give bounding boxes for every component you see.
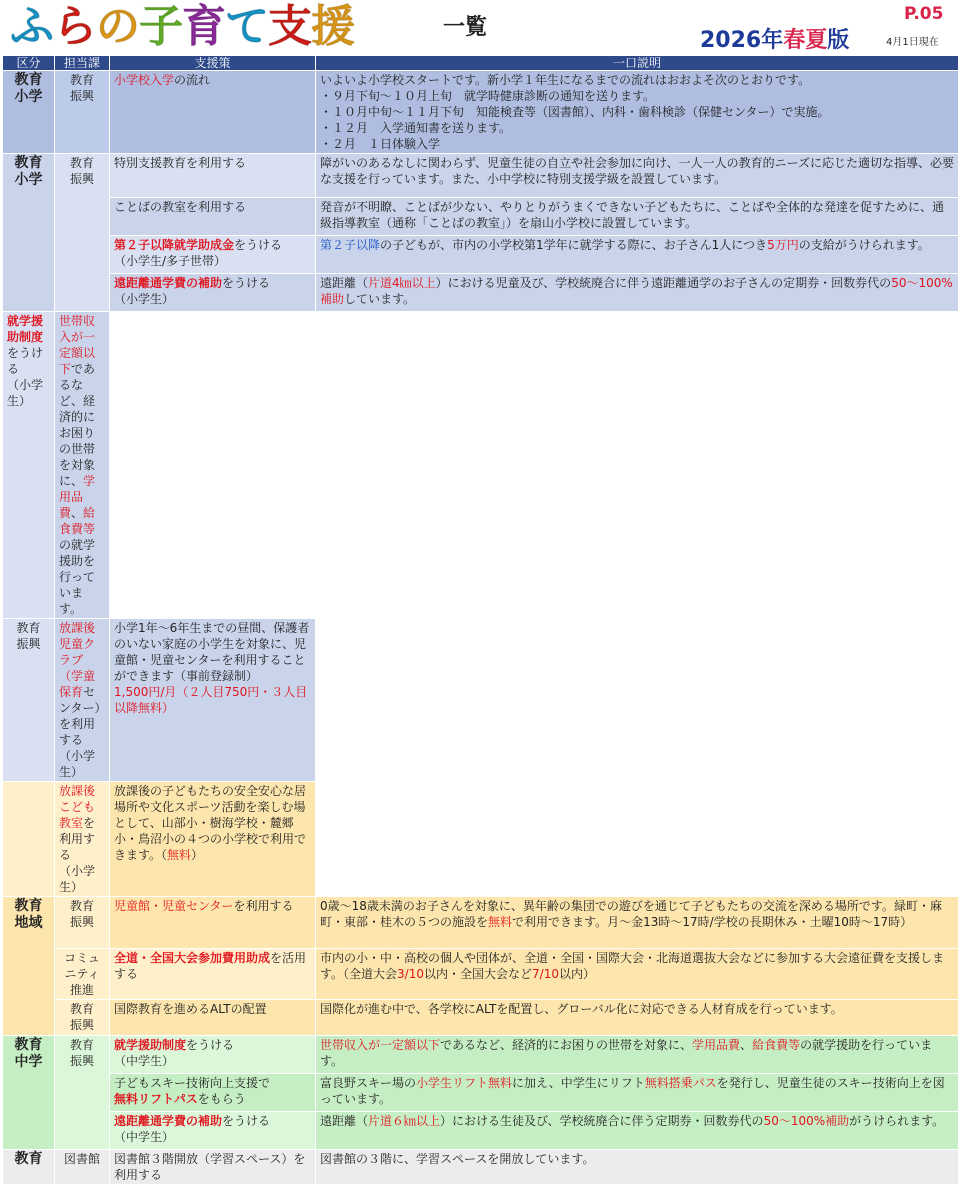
measure-cell — [110, 1150, 316, 1185]
description-cell — [316, 1000, 959, 1036]
edition-season: 春夏 — [783, 28, 828, 53]
text-segment: ・２月 １日体験入学 — [320, 137, 441, 151]
text-segment: 図書館の３階に、学習スペースを開放しています。 — [320, 1152, 595, 1166]
text-segment: 特別支援教育を利用する — [114, 156, 247, 170]
table-row — [3, 897, 959, 949]
text-segment: を発行し、児童生徒のスキー技術向上を図っています。 — [320, 1076, 945, 1106]
text-segment: をうける — [234, 238, 283, 252]
table-row — [3, 949, 959, 1000]
text-segment: を利用する — [233, 899, 294, 913]
category-cell: 教育 小学 — [3, 154, 55, 312]
table-row — [3, 1036, 959, 1074]
category-cell: 教育 地域 — [3, 897, 55, 1036]
text-segment: をもらう — [197, 1092, 246, 1106]
title-char: の — [96, 1, 139, 52]
page-number: P.05 — [904, 4, 944, 24]
measure-cell — [110, 1036, 316, 1074]
highlight-text: 放課後児童クラブ — [59, 621, 96, 667]
category-cell: 教育 — [3, 1150, 55, 1185]
table-header-row — [3, 56, 959, 71]
highlight-text: 7/10 — [532, 967, 559, 981]
description-cell — [316, 1074, 959, 1112]
text-segment: 子どもスキー技術向上支援で — [114, 1076, 271, 1090]
department-cell: 教育 振興 — [3, 619, 55, 782]
description-cell — [316, 1112, 959, 1150]
text-segment: ・１０月中旬～１１月下旬 知能検査等（図書館）、内科・歯科検診（保健センター）で実施。 — [320, 105, 830, 119]
measure-cell — [3, 312, 55, 619]
title-char: ふ — [10, 1, 53, 52]
measure-cell — [110, 1112, 316, 1150]
highlight-text: 児童館・児童センター — [114, 899, 234, 913]
text-segment: 0歳～18歳未満のお子さんを対象に、異年齢の集団での遊びを通じて子どもたちの交流を深める場所です。緑町・麻町・東部・桂木の５つの施設を — [320, 899, 942, 929]
text-segment: であるなど、経済的にお困りの世帯を対象に、 — [59, 362, 96, 488]
category-cell: 教育 中学 — [3, 1036, 55, 1150]
highlight-text: 1,500円/月（２人目750円・３人目以降無料） — [114, 685, 308, 715]
text-segment: をうける — [7, 346, 44, 376]
highlight-text: 50～100%補助 — [320, 276, 953, 306]
highlight-text: 3/10 — [397, 967, 424, 981]
title-char: ら — [53, 1, 96, 52]
text-segment: を利用する — [59, 816, 96, 862]
measure-cell — [55, 619, 110, 782]
highlight-text: 給食費等 — [59, 506, 96, 536]
text-segment: 図書館３階開放（学習スペース）を利用する — [114, 1152, 306, 1182]
description-cell — [316, 1036, 959, 1074]
text-segment: ・９月下旬～１０月上旬 就学時健康診断の通知を送ります。 — [320, 89, 656, 103]
department-cell: 教育 振興 — [55, 897, 110, 949]
highlight-text: 就学援助制度 — [7, 314, 44, 344]
department-cell: 図書館 — [55, 1150, 110, 1185]
text-segment: （中学生） — [114, 1054, 175, 1068]
text-segment: ） — [191, 848, 204, 862]
measure-cell — [110, 949, 316, 1000]
text-segment: （小学生/多子世帯） — [114, 254, 227, 268]
text-segment: 以内・全国大会など — [424, 967, 533, 981]
text-segment: （小学生） — [7, 378, 44, 408]
table-row — [3, 1074, 959, 1112]
text-segment: 発音が不明瞭、ことばが少ない、やりとりがうまくできない子どもたちに、ことばや全体的な発達を促すために、通級指導教室（通称「ことばの教室」）を扇山小学校に設置しています。 — [320, 200, 945, 230]
text-segment: 、 — [71, 506, 84, 520]
column-header-department: 担当課 — [55, 56, 110, 71]
title-char: 育 — [182, 1, 225, 52]
text-segment: ）における生徒及び、学校統廃合に伴う定期券・回数券代の — [440, 1114, 764, 1128]
highlight-text: 片道4㎞以上 — [368, 276, 436, 290]
measure-cell — [110, 236, 316, 274]
table-row — [3, 619, 959, 782]
text-segment: 国際教育を進めるALTの配置 — [114, 1002, 267, 1016]
table-row — [3, 312, 959, 619]
highlight-text: 学用品費 — [692, 1038, 741, 1052]
highlight-text: 遠距離通学費の補助 — [114, 1114, 223, 1128]
highlight-text: 無料リフトパス — [114, 1092, 198, 1106]
department-cell — [3, 782, 55, 897]
page-header — [0, 0, 960, 56]
department-cell: 教育 振興 — [55, 1000, 110, 1036]
text-segment: ）における児童及び、学校統廃合に伴う遠距離通学のお子さんの定期券・回数券代の — [435, 276, 892, 290]
table-row — [3, 154, 959, 198]
highlight-text: 世帯収入が一定額以下 — [59, 314, 96, 376]
highlight-text: 無料搭乗パス — [644, 1076, 717, 1090]
text-segment: 以内） — [558, 967, 595, 981]
text-segment: 国際化が進む中で、各学校にALTを配置し、グローバル化に対応できる人材育成を行っています。 — [320, 1002, 843, 1016]
text-segment: がうけられます。 — [849, 1114, 945, 1128]
description-cell — [316, 949, 959, 1000]
title-char: 支 — [268, 1, 311, 52]
page-title — [10, 0, 354, 54]
description-cell — [55, 312, 110, 619]
measure-cell — [110, 154, 316, 198]
text-segment: 放課後の子どもたちの安全安心な居場所や文化スポーツ活動を楽しむ場として、山部小・樹海学校・麓郷小・鳥沼小の４つの小学校で利用できます。（ — [114, 784, 307, 862]
title-char: て — [225, 1, 268, 52]
support-table — [2, 55, 959, 1185]
department-cell: 教育 振興 — [55, 1036, 110, 1150]
highlight-text: 学用品費 — [59, 474, 96, 520]
highlight-text: 第２子以降就学助成金 — [114, 238, 235, 252]
highlight-text: 全道・全国大会参加費用助成 — [114, 951, 271, 965]
page-subtitle: 一覧 — [443, 15, 488, 40]
as-of-date: 4月1日現在 — [886, 37, 939, 48]
text-segment: センター）を利用する（小学生） — [59, 685, 101, 779]
table-row — [3, 198, 959, 236]
text-segment: 遠距離（ — [320, 1114, 369, 1128]
highlight-text: （学童保育 — [59, 669, 96, 699]
highlight-text: 給食費等 — [752, 1038, 801, 1052]
text-segment: に加え、中学生にリフト — [512, 1076, 645, 1090]
measure-cell — [110, 198, 316, 236]
category-cell: 教育 小学 — [3, 71, 55, 154]
description-cell — [316, 154, 959, 198]
measure-cell — [110, 274, 316, 312]
table-row — [3, 1150, 959, 1185]
description-cell — [316, 198, 959, 236]
text-segment: であるなど、経済的にお困りの世帯を対象に、 — [440, 1038, 693, 1052]
table-row — [3, 274, 959, 312]
edition-suffix: 版 — [827, 28, 850, 53]
highlight-text: 片道６㎞以上 — [368, 1114, 441, 1128]
measure-cell — [110, 897, 316, 949]
highlight-text: 5万円 — [767, 238, 799, 252]
measure-cell — [110, 1074, 316, 1112]
highlight-text: 就学援助制度 — [114, 1038, 187, 1052]
highlight-text: 第２子以降 — [320, 238, 381, 252]
text-segment: を活用する — [114, 951, 307, 981]
column-header-description: 一口説明 — [316, 56, 959, 71]
highlight-text: 50～100%補助 — [763, 1114, 850, 1128]
text-segment: 小学1年～6年生までの昼間、保護者のいない家庭の小学生を対象に、児童館・児童センターを利用することができます（事前登録制） — [114, 621, 310, 683]
highlight-text: 小学生リフト無料 — [416, 1076, 513, 1090]
highlight-text: 小学校入学 — [114, 73, 175, 87]
text-segment: の就学援助を行っています。 — [59, 538, 96, 616]
text-segment: 障がいのあるなしに関わらず、児童生徒の自立や社会参加に向け、一人一人の教育的ニーズに応じた適切な指導、必要な支援を行っています。また、小中学校に特別支援学級を設置しています。 — [320, 156, 954, 186]
text-segment: しています。 — [344, 292, 416, 306]
description-cell — [316, 236, 959, 274]
department-cell: コミュ ニティ 推進 — [55, 949, 110, 1000]
text-segment: ・１２月 入学通知書を送ります。 — [320, 121, 512, 135]
measure-cell — [110, 71, 316, 154]
text-segment: をうける — [222, 1114, 271, 1128]
highlight-text: 無料 — [488, 915, 513, 929]
description-cell — [316, 274, 959, 312]
table-row — [3, 71, 959, 154]
text-segment: 、 — [740, 1038, 753, 1052]
description-cell — [316, 1150, 959, 1185]
description-cell — [316, 897, 959, 949]
highlight-text: 放課後こども教室 — [59, 784, 96, 830]
table-row — [3, 782, 959, 897]
text-segment: 富良野スキー場の — [320, 1076, 417, 1090]
title-char: 援 — [311, 1, 354, 52]
text-segment: の流れ — [174, 73, 211, 87]
highlight-text: 遠距離通学費の補助 — [114, 276, 223, 290]
text-segment: ことばの教室を利用する — [114, 200, 247, 214]
edition-year: 2026年 — [700, 28, 784, 53]
department-cell: 教育 振興 — [55, 154, 110, 312]
text-segment: （小学生） — [59, 864, 96, 894]
text-segment: の支給がうけられます。 — [798, 238, 930, 252]
text-segment: で利用できます。月～金13時～17時/学校の長期休み・土曜10時～17時） — [512, 915, 913, 929]
description-cell — [110, 782, 316, 897]
edition-label — [700, 23, 849, 54]
text-segment: をうける — [222, 276, 271, 290]
text-segment: （小学生） — [114, 292, 175, 306]
text-segment: 市内の小・中・高校の個人や団体が、全道・全国・国際大会・北海道選抜大会などに参加する大会遠征費を支援します。（全道大会 — [320, 951, 945, 981]
measure-cell — [110, 1000, 316, 1036]
text-segment: 遠距離（ — [320, 276, 369, 290]
text-segment: いよいよ小学校スタートです。新小学１年生になるまでの流れはおおよそ次のとおりです。 — [320, 73, 811, 87]
title-char: 子 — [139, 1, 182, 52]
text-segment: の子どもが、市内の小学校第1学年に就学する際に、お子さん1人につき — [380, 238, 768, 252]
description-cell — [110, 619, 316, 782]
department-cell: 教育 振興 — [55, 71, 110, 154]
text-segment: をうける — [186, 1038, 235, 1052]
column-header-category: 区分 — [3, 56, 55, 71]
text-segment: （中学生） — [114, 1130, 175, 1144]
table-row — [3, 1000, 959, 1036]
highlight-text: 無料 — [167, 848, 192, 862]
table-row — [3, 236, 959, 274]
table-row — [3, 1112, 959, 1150]
description-cell — [316, 71, 959, 154]
measure-cell — [55, 782, 110, 897]
column-header-measure: 支援策 — [110, 56, 316, 71]
text-segment: の就学援助を行っています。 — [320, 1038, 933, 1068]
highlight-text: 世帯収入が一定額以下 — [320, 1038, 441, 1052]
